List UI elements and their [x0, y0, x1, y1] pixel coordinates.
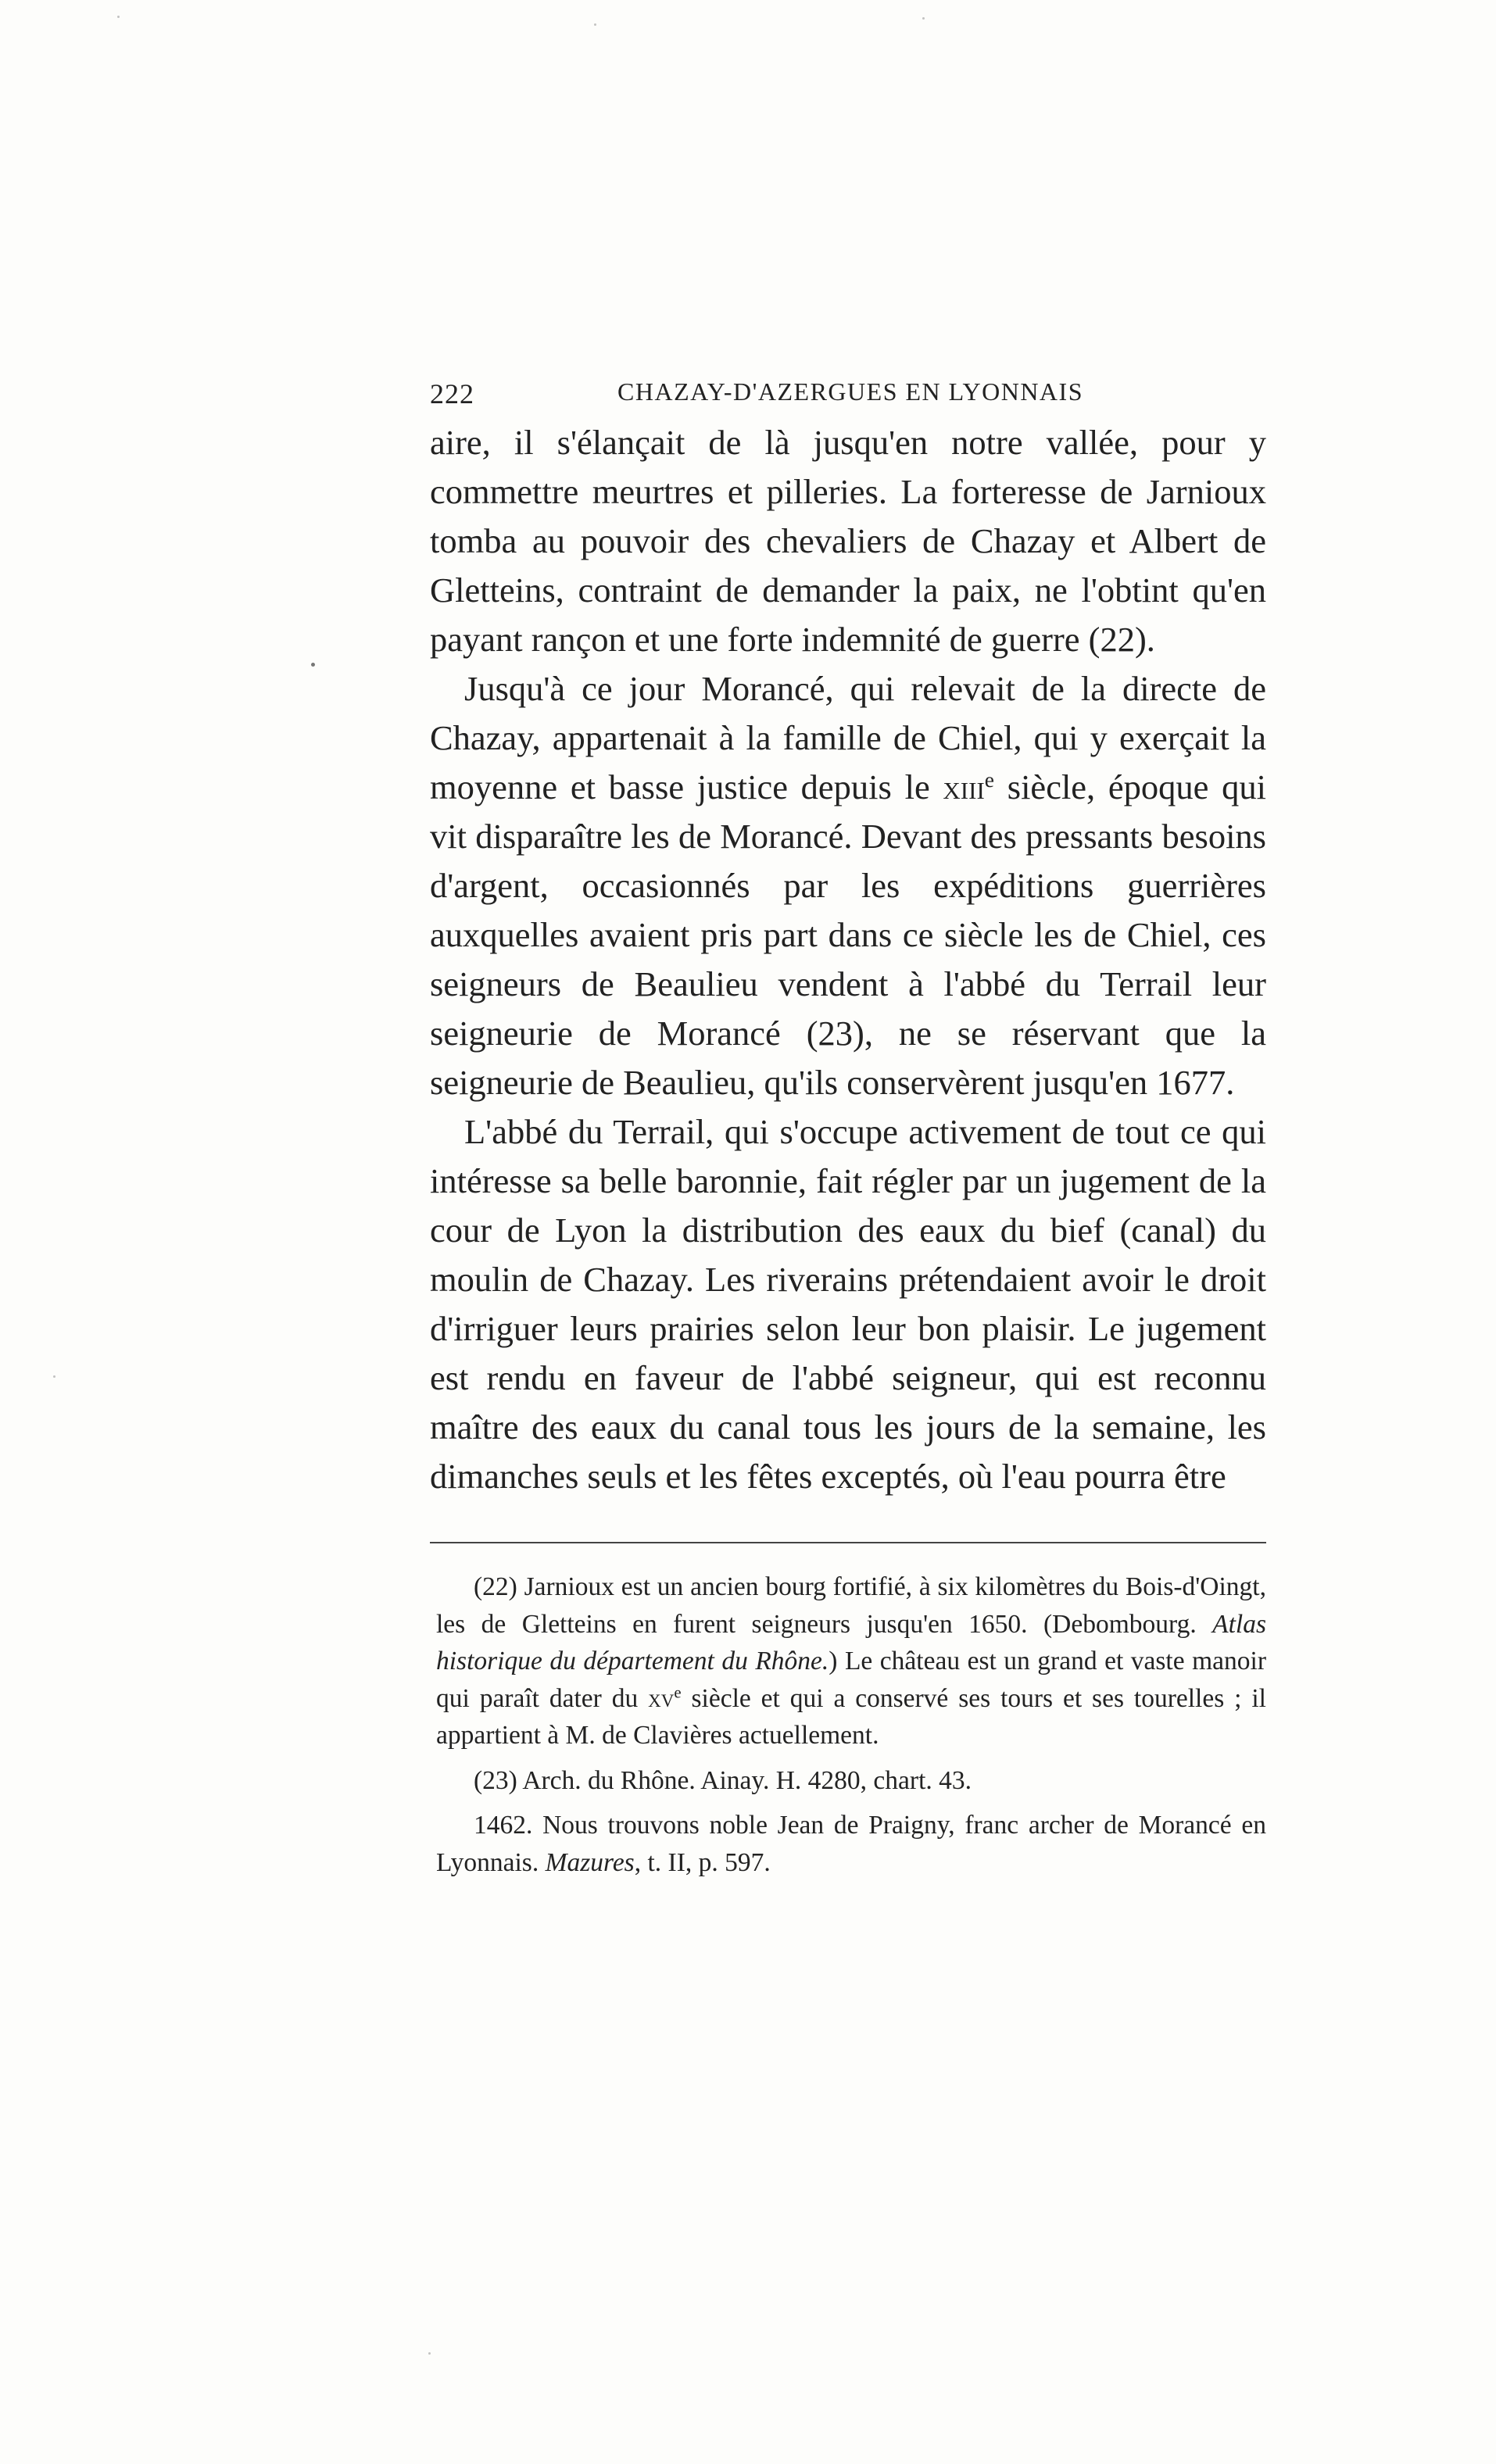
footnote-22 [436, 1568, 1266, 1754]
footnote-22-citation: Atlas historique du département du Rhône. [436, 1609, 1266, 1675]
footnote-22-text-c: siècle et qui a conservé ses tours et ses tourelles ; il appartient à M. de Clavières actuellement. [436, 1683, 1266, 1750]
paper-speck [53, 1375, 55, 1378]
book-page [430, 371, 1266, 1889]
footnote-22-text-b: ) Le château est un grand et vaste manoir qui paraît dater du [436, 1647, 1266, 1713]
running-head [430, 371, 1266, 418]
paper-speck [311, 663, 315, 667]
footnote-23: (23) Arch. du Rhône. Ainay. H. 4280, chart. 43. [474, 1765, 972, 1795]
footnote-22-superscript: e [674, 1683, 682, 1702]
page-number: 222 [430, 378, 474, 409]
note-1462-text-b: , t. II, p. 597. [634, 1847, 771, 1877]
main-text [430, 418, 1266, 1501]
paragraph-2-text-b: siècle, époque qui vit disparaître les de Morancé. Devant des pressants besoins d'argent, occasionnés par les expéditions guerrières auxquelles avaient pris part dans ce siècle les de Chiel, ces seigneurs de Beaulieu vendent à l'abbé du Terrail leur seigneurie de Morancé (23), ne se réservant que la seigneurie de Beaulieu, qu'ils conservèrent jusqu'en 1677. [430, 767, 1266, 1102]
paper-speck [922, 17, 925, 20]
note-1462-citation: Mazures [545, 1847, 635, 1877]
note-1462 [436, 1807, 1266, 1881]
paper-speck [428, 2352, 431, 2355]
paper-speck [594, 23, 596, 26]
paragraph-2 [430, 664, 1266, 1107]
century-numeral: xiii [943, 767, 985, 806]
paragraph-2-text-a: Jusqu'à ce jour Morancé, qui relevait de la directe de Chazay, appartenait à la famille de Chiel, qui y exerçait la moyenne et basse justice depuis le [430, 669, 1266, 806]
footnote-22-text-a: (22) Jarnioux est un ancien bourg fortifié, à six kilomètres du Bois-d'Oingt, les de Gletteins en furent seigneurs jusqu'en 1650. (Debombourg. [436, 1572, 1266, 1639]
note-1462-text-a: 1462. Nous trouvons noble Jean de Praigny, franc archer de Morancé en Lyonnais. [436, 1811, 1266, 1877]
footnote-divider [430, 1542, 1266, 1543]
paragraph-1: aire, il s'élançait de là jusqu'en notre vallée, pour y commettre meurtres et pilleries. La forteresse de Jarnioux tomba au pouvoir des chevaliers de Chazay et Albert de Gletteins, contraint de demander la paix, ne l'obtint qu'en payant rançon et une forte indemnité de guerre (22). [430, 423, 1266, 659]
paper-speck [117, 16, 120, 18]
century-superscript: e [984, 767, 995, 792]
running-title: CHAZAY-D'AZERGUES EN LYONNAIS [617, 377, 1083, 406]
paragraph-3: L'abbé du Terrail, qui s'occupe activement de tout ce qui intéresse sa belle baronnie, fait régler par un jugement de la cour de Lyon la distribution des eaux du bief (canal) du moulin de Chazay. Les riverains prétendaient avoir le droit d'irriguer leurs prairies selon leur bon plaisir. Le jugement est rendu en faveur de l'abbé seigneur, qui est reconnu maître des eaux du canal tous les jours de la semaine, les dimanches seuls et les fêtes exceptés, où l'eau pourra être [430, 1112, 1266, 1496]
footnote-22-century: xv [648, 1683, 675, 1713]
footnotes [430, 1568, 1266, 1881]
